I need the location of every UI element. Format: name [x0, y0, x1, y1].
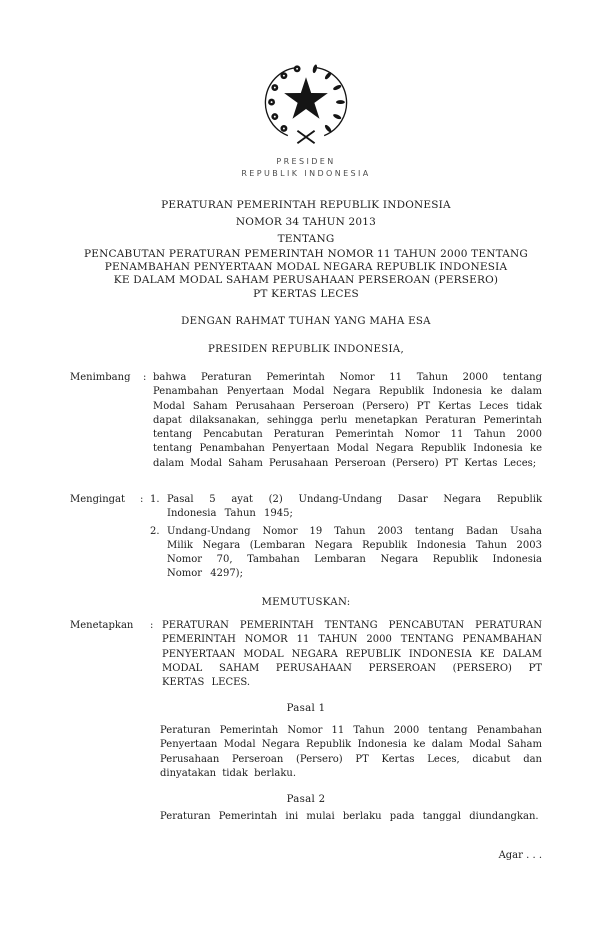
enacting-authority: PRESIDEN REPUBLIK INDONESIA,: [207, 344, 405, 355]
title-line-number: NOMOR 34 TAHUN 2013: [235, 216, 377, 228]
considering-clause: [70, 371, 542, 471]
considering-label: Menimbang: [70, 372, 131, 383]
enactment-label: Menetapkan: [70, 620, 134, 631]
article-1-heading: Pasal 1: [286, 703, 326, 714]
enactment-clause: [70, 619, 542, 690]
letterhead: [0, 60, 612, 179]
article-2-heading: Pasal 2: [286, 794, 326, 805]
letterhead-line-presiden: PRESIDEN: [276, 157, 336, 166]
title-block: [70, 197, 542, 301]
enactment-text: PERATURAN PEMERINTAH TENTANG PENCABUTAN PERATURAN PEMERINTAH NOMOR 11 TAHUN 2000 TENTANG PENAMBAHAN PENYERTAAN MODAL NEGARA REPUBLIK INDONESIA KE DALAM MODAL SAHAM PERUSAHAAN PERSEROAN (PERSERO) PT KERTAS LECES.: [162, 620, 542, 689]
enactment-colon: :: [150, 620, 154, 631]
list-item: [150, 525, 542, 582]
title-primary: [70, 197, 542, 248]
considering-colon: :: [143, 372, 147, 383]
list-item-number: 1.: [150, 494, 160, 505]
title-subject-line4: PT KERTAS LECES: [253, 287, 359, 300]
legal-basis-clause: [70, 493, 542, 582]
legal-basis-list: [150, 493, 542, 582]
decision-heading: MEMUTUSKAN:: [261, 597, 351, 608]
title-line-regulation: PERATURAN PEMERINTAH REPUBLIK INDONESIA: [161, 199, 451, 211]
page-catchword: Agar . . .: [498, 850, 542, 861]
list-item-text: Pasal 5 ayat (2) Undang-Undang Dasar Negara Republik Indonesia Tahun 1945;: [167, 494, 542, 520]
title-subject: [70, 248, 542, 301]
article-1-text: Peraturan Pemerintah Nomor 11 Tahun 2000 tentang Penambahan Penyertaan Modal Negara Republik Indonesia ke dalam Modal Saham Perusahaan Perseroan (Persero) PT Kertas Leces, dicabut dan dinyatakan tidak berlaku.: [160, 725, 542, 779]
title-subject-line2: PENAMBAHAN PENYERTAAN MODAL NEGARA REPUBLIK INDONESIA: [104, 261, 508, 274]
title-line-tentang: TENTANG: [277, 233, 335, 245]
list-item-text: Undang-Undang Nomor 19 Tahun 2003 tentang Badan Usaha Milik Negara (Lembaran Negara Republik Indonesia Tahun 2003 Nomor 70, Tambahan Lembaran Negara Republik Indonesia Nomor 4297);: [167, 525, 542, 580]
legal-basis-label: Mengingat: [70, 494, 126, 505]
motto: DENGAN RAHMAT TUHAN YANG MAHA ESA: [181, 316, 431, 327]
presidential-emblem-icon: [260, 60, 352, 148]
list-item: [150, 493, 542, 522]
article-2-text: Peraturan Pemerintah ini mulai berlaku pada tanggal diundangkan.: [160, 811, 539, 822]
legal-basis-colon: :: [140, 494, 144, 505]
considering-text: bahwa Peraturan Pemerintah Nomor 11 Tahun 2000 tentang Penambahan Penyertaan Modal Negara Republik Indonesia ke dalam Modal Saham Perusahaan Perseroan (Persero) PT Kertas Leces tidak dapat dilaksanakan, sehingga perlu menetapkan Peraturan Pemerintah tentang Pencabutan Peraturan Pemerintah Nomor 11 Tahun 2000 tentang Penambahan Penyertaan Modal Negara Republik Indonesia ke dalam Modal Saham Perusahaan Perseroan (Persero) PT Kertas Leces;: [153, 372, 542, 469]
title-subject-line1: PENCABUTAN PERATURAN PEMERINTAH NOMOR 11 TAHUN 2000 TENTANG: [84, 248, 528, 260]
title-subject-line3: KE DALAM MODAL SAHAM PERUSAHAAN PERSEROAN (PERSERO): [113, 274, 499, 287]
letterhead-caption: [0, 156, 612, 179]
list-item-number: 2.: [150, 525, 160, 537]
letterhead-line-republik: REPUBLIK INDONESIA: [241, 168, 371, 178]
